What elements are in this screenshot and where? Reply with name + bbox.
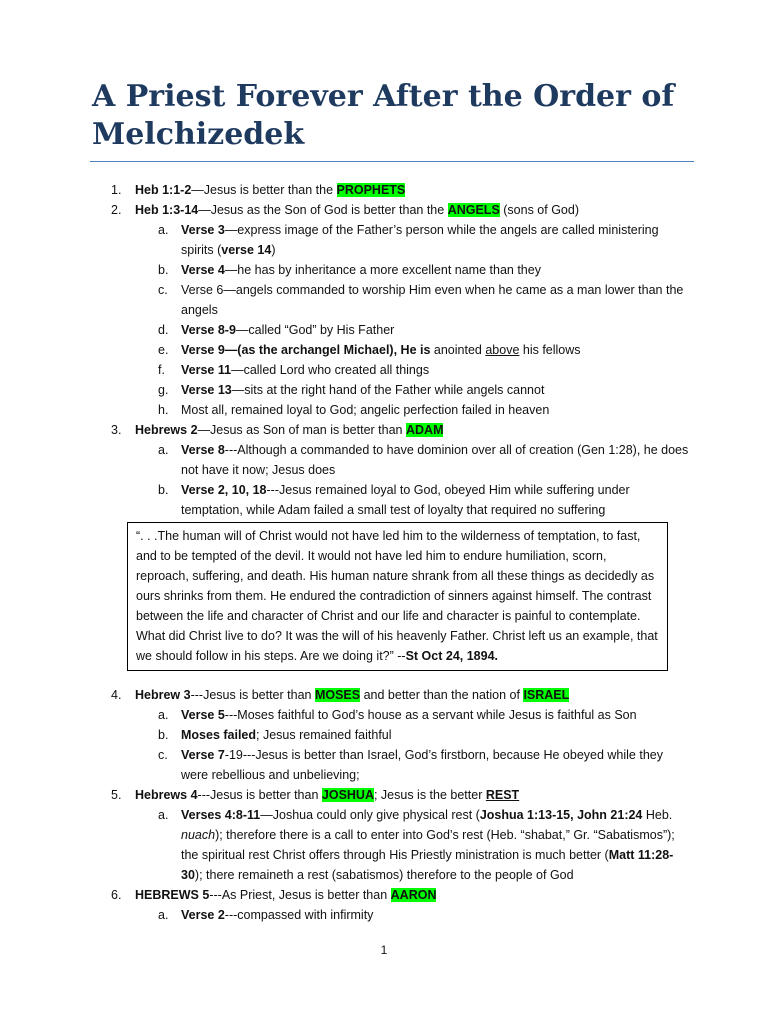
scripture-ref: Hebrew 3 [135,688,191,702]
highlight-joshua: JOSHUA [321,788,374,802]
item-number: 2. [111,203,122,217]
scripture-ref: Heb 1:3-14 [135,203,199,217]
item-number: 4. [111,688,122,702]
sub-item-2e: e. Verse 9—(as the archangel Michael), He is anointed above his fellows [158,343,581,357]
quote-text: “. . .The human will of Christ would not have led him to the wilderness of temptation, to fast, and to be tempted of the devil. It would not have led him to endure humiliation, scorn, reproach, suffering, and death. His human nature shrank from all these things as decidedly as ours shrinks from them. He endured the contradiction of sinners against himself. The contrast between the life and character of Christ and our life and character is painful to contemplate. What did Christ live to do? It was the will of his heavenly Father. Christ left us an example, that we should follow in his steps. Are we doing it?” -- [136,529,658,663]
scripture-ref: Hebrews 4 [135,788,198,802]
highlight-israel: ISRAEL [523,688,570,702]
sub-item-2h: h. Most all, remained loyal to God; angelic perfection failed in heaven [158,403,550,417]
item-number: 6. [111,888,122,902]
scripture-ref: HEBREWS 5 [135,888,210,902]
outline-item-5: 5. Hebrews 4---Jesus is better than JOSHUA; Jesus is the better REST [0,785,768,805]
scripture-ref: Heb 1:1-2 [135,183,192,197]
outline-item-1: 1. Heb 1:1-2—Jesus is better than the PROPHETS [0,180,768,200]
highlight-aaron: AARON [390,888,437,902]
sub-item-4c: c. Verse 7-19---Jesus is better than Israel, God’s firstborn, because He obeyed while they were rebellious and unbelieving; [158,748,663,782]
outline-item-4: 4. Hebrew 3---Jesus is better than MOSES and better than the nation of ISRAEL [0,685,768,705]
highlight-moses: MOSES [314,688,361,702]
outline [0,180,768,925]
rest-emphasis: REST [485,788,520,802]
sub-item-2g: g. Verse 13—sits at the right hand of the Father while angels cannot [158,383,545,397]
sub-item-2c: c. Verse 6—angels commanded to worship Him even when he came as a man lower than the angels [158,283,684,317]
sub-item-3a: a. Verse 8---Although a commanded to have dominion over all of creation (Gen 1:28), he does not have it now; Jesus does [158,443,689,477]
sub-item-2b: b. Verse 4—he has by inheritance a more excellent name than they [158,263,541,277]
sub-item-2d: d. Verse 8-9—called “God” by His Father [158,323,395,337]
document-title: A Priest Forever After the Order of Melchizedek [92,79,675,152]
highlight-angels: ANGELS [447,203,500,217]
sub-item-2f: f. Verse 11—called Lord who created all things [158,363,430,377]
sub-item-5a: a. Verses 4:8-11—Joshua could only give physical rest (Joshua 1:13-15, John 21:24 Heb. nuach); therefore there is a call to enter into God’s rest (Heb. “shabat,” Gr. “Sabatismos”); the spiritual rest Christ offers through His Priestly ministration is much better (Matt 11:28-30); there remaineth a rest (sabatismos) therefore to the people of God [158,808,675,882]
outline-item-2: 2. Heb 1:3-14—Jesus as the Son of God is better than the ANGELS (sons of God) [0,200,768,220]
highlight-adam: ADAM [405,423,444,437]
highlight-prophets: PROPHETS [336,183,406,197]
sub-item-6a: a. Verse 2---compassed with infirmity [158,908,374,922]
item-number: 5. [111,788,122,802]
sub-item-4b: b. Moses failed; Jesus remained faithful [158,728,392,742]
outline-item-3: 3. Hebrews 2—Jesus as Son of man is better than ADAM [0,420,768,440]
quote-box [127,522,668,671]
title-divider [90,161,694,162]
quote-citation: St Oct 24, 1894. [405,649,498,663]
item-number: 1. [111,183,122,197]
item-number: 3. [111,423,122,437]
sub-item-3b: b. Verse 2, 10, 18---Jesus remained loyal to God, obeyed Him while suffering under temptation, while Adam failed a small test of loyalty that required no suffering [158,483,630,517]
page-number: 1 [380,943,388,957]
scripture-ref: Hebrews 2 [135,423,198,437]
outline-item-6: 6. HEBREWS 5---As Priest, Jesus is better than AARON [0,885,768,905]
sub-item-2a: a. Verse 3—express image of the Father’s person while the angels are called ministering spirits (verse 14) [158,223,659,257]
sub-item-4a: a. Verse 5---Moses faithful to God’s house as a servant while Jesus is faithful as Son [158,708,637,722]
